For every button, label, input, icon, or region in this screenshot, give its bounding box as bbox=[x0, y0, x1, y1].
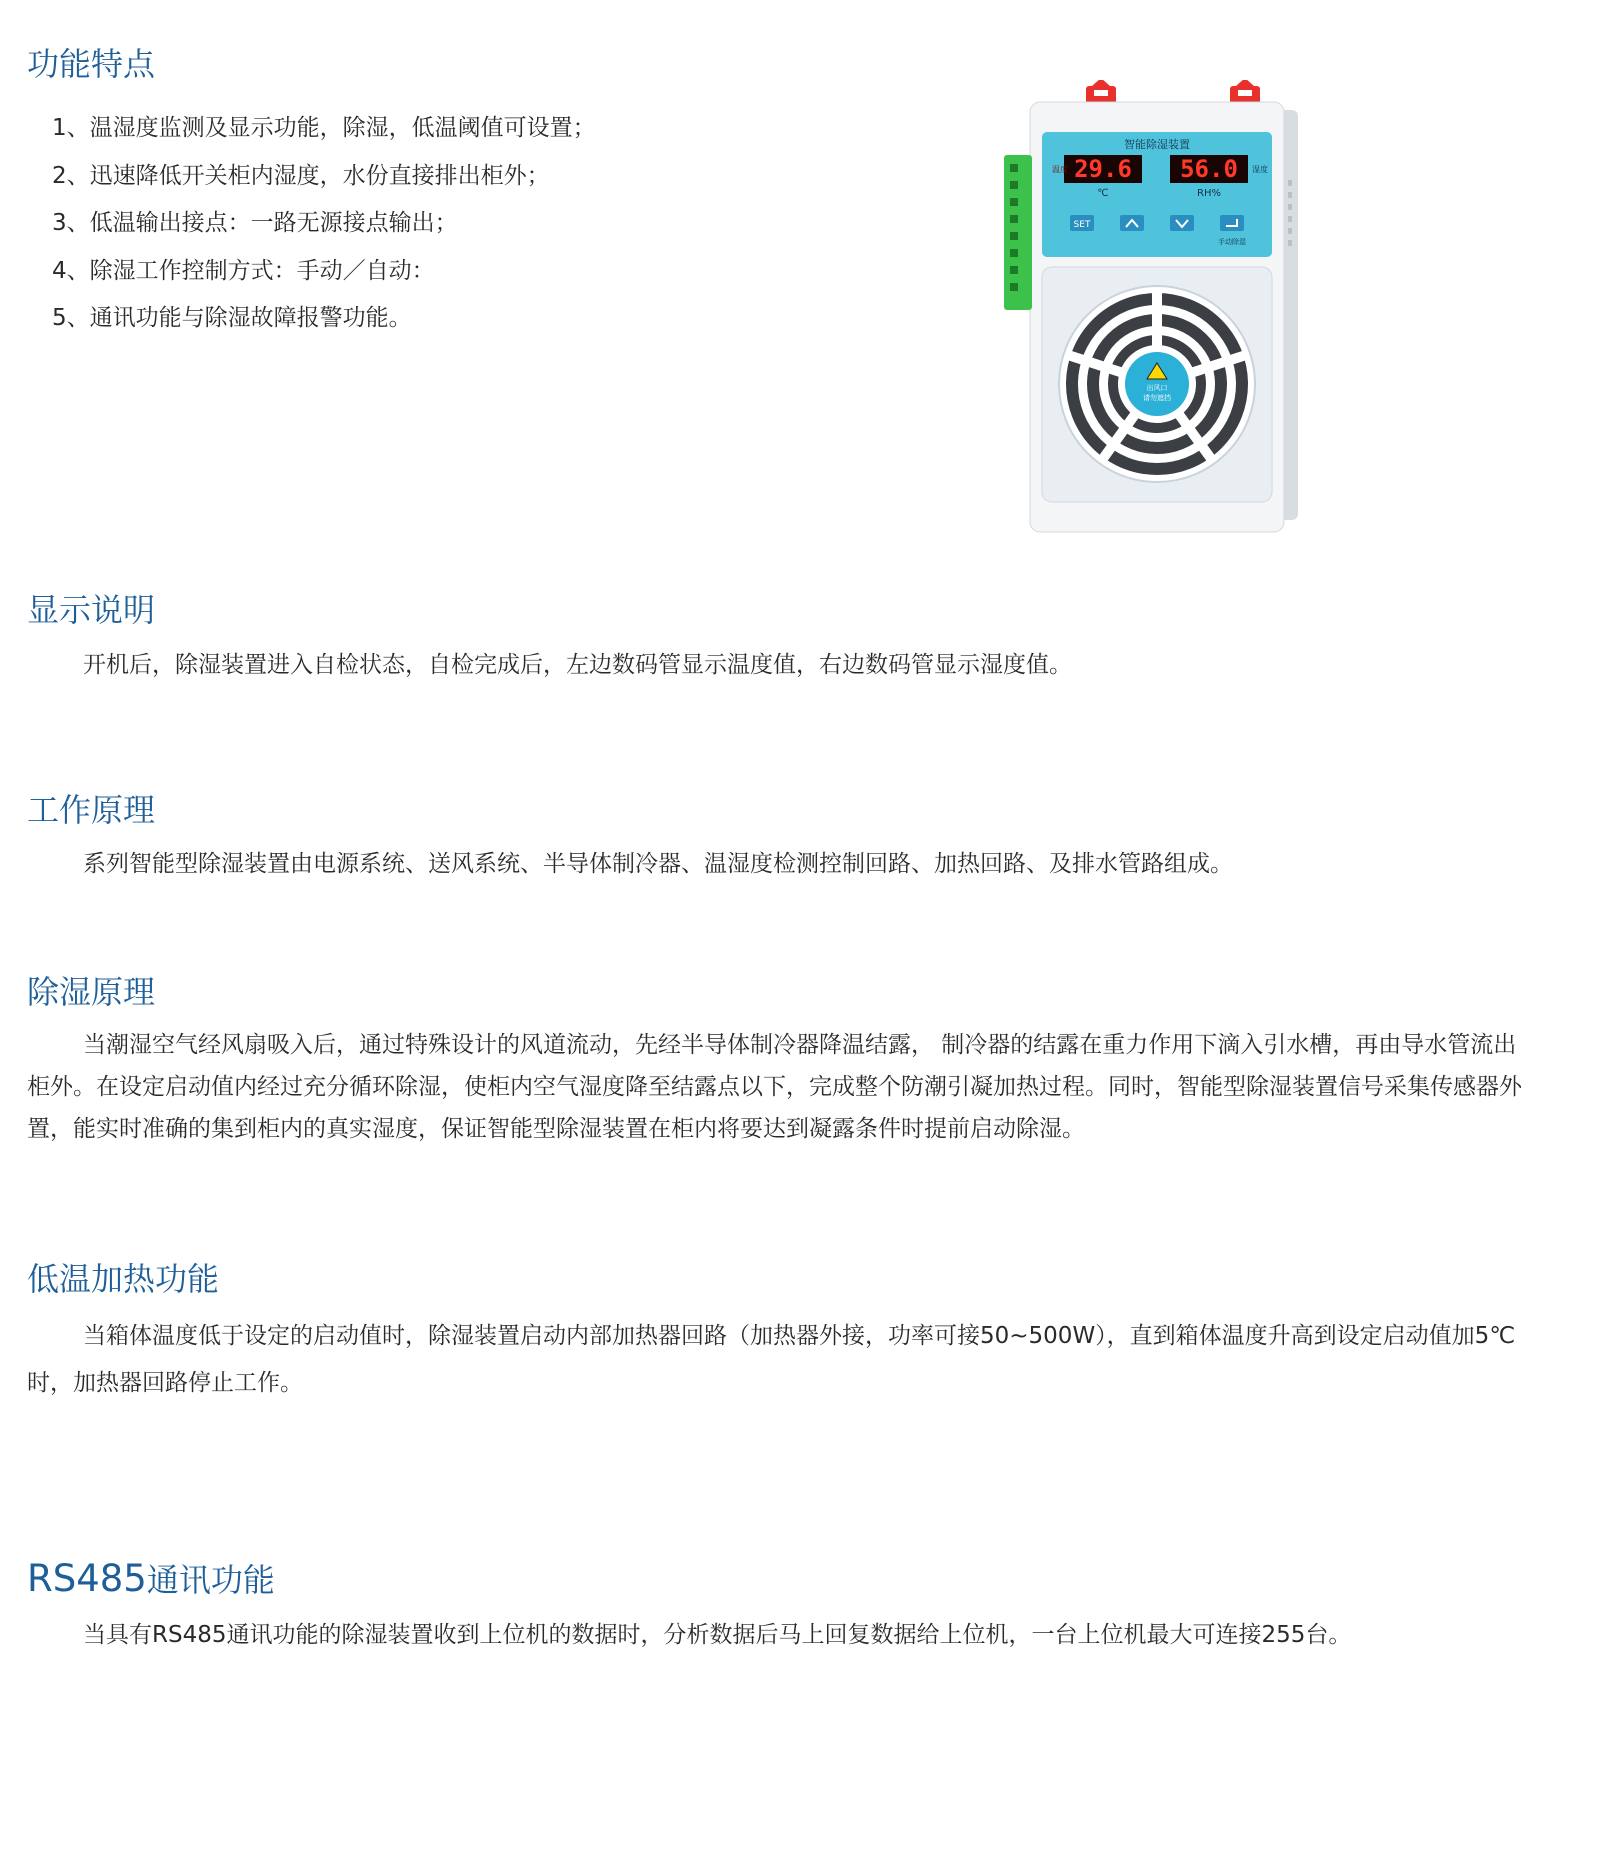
manual-label: 手动除湿 bbox=[1218, 238, 1246, 246]
temperature-display: 29.6 bbox=[1074, 155, 1132, 183]
dehumid-text: 当潮湿空气经风扇吸入后，通过特殊设计的风道流动，先经半导体制冷器降温结露， 制冷器的结露在重力作用下滴入引水槽，再由导水管流出柜外。在设定启动值内经过充分循环除湿，使柜内空气湿度降至结露点以下，完成整个防潮引凝加热过程。同时，智能型除湿装置信号采集传感器外置，能实时准确的集到柜内的真实湿度，保证智能型除湿装置在柜内将要达到凝露条件时提前启动除湿。 bbox=[27, 1032, 1522, 1142]
terminal-block-icon bbox=[1004, 155, 1032, 310]
principle-heading: 工作原理 bbox=[27, 791, 156, 829]
heating-text: 当箱体温度低于设定的启动值时，除湿装置启动内部加热器回路（加热器外接，功率可接50~500W），直到箱体温度升高到设定启动值加5℃时，加热器回路停止工作。 bbox=[27, 1323, 1516, 1396]
features-list bbox=[52, 105, 596, 343]
dehumidifier-device-image bbox=[994, 80, 1304, 540]
down-key-icon bbox=[1170, 215, 1194, 231]
humidity-unit: RH% bbox=[1197, 188, 1221, 199]
features-heading: 功能特点 bbox=[27, 45, 156, 83]
din-clip-right-icon bbox=[1230, 80, 1260, 104]
fan-label-2: 请勿遮挡 bbox=[1143, 394, 1171, 402]
up-key-icon bbox=[1120, 215, 1144, 231]
rs485-heading-prefix: RS485 bbox=[27, 1557, 147, 1600]
temperature-unit: ℃ bbox=[1097, 188, 1109, 199]
humidity-side-label: 湿度 bbox=[1252, 165, 1268, 174]
heating-heading: 低温加热功能 bbox=[27, 1260, 220, 1298]
set-key: SET bbox=[1073, 220, 1091, 230]
display-heading: 显示说明 bbox=[27, 591, 156, 629]
feature-item: 4、除湿工作控制方式：手动／自动： bbox=[52, 257, 435, 284]
din-clip-left-icon bbox=[1086, 80, 1116, 104]
principle-text: 系列智能型除湿装置由电源系统、送风系统、半导体制冷器、温湿度检测控制回路、加热回路、及排水管路组成。 bbox=[83, 851, 1233, 877]
humidity-display: 56.0 bbox=[1180, 155, 1238, 183]
panel-title: 智能除湿装置 bbox=[1124, 138, 1190, 151]
fan-label-1: 出风口 bbox=[1146, 384, 1168, 392]
enter-key-icon bbox=[1220, 215, 1244, 231]
feature-item: 5、通讯功能与除湿故障报警功能。 bbox=[52, 305, 412, 331]
dehumid-heading: 除湿原理 bbox=[27, 973, 156, 1011]
rs485-text: 当具有RS485通讯功能的除湿装置收到上位机的数据时，分析数据后马上回复数据给上位机，一台上位机最大可连接255台。 bbox=[83, 1622, 1352, 1648]
rs485-heading-suffix: 通讯功能 bbox=[146, 1561, 275, 1599]
feature-item: 3、低温输出接点：一路无源接点输出； bbox=[52, 210, 458, 236]
temperature-side-label: 温度 bbox=[1052, 165, 1068, 174]
feature-item: 2、迅速降低开关柜内湿度，水份直接排出柜外； bbox=[52, 162, 550, 189]
feature-item: 1、温湿度监测及显示功能，除湿，低温阈值可设置； bbox=[52, 115, 596, 141]
rs485-heading bbox=[27, 1559, 275, 1600]
display-text: 开机后，除湿装置进入自检状态，自检完成后，左边数码管显示温度值，右边数码管显示湿度值。 bbox=[83, 652, 1072, 678]
